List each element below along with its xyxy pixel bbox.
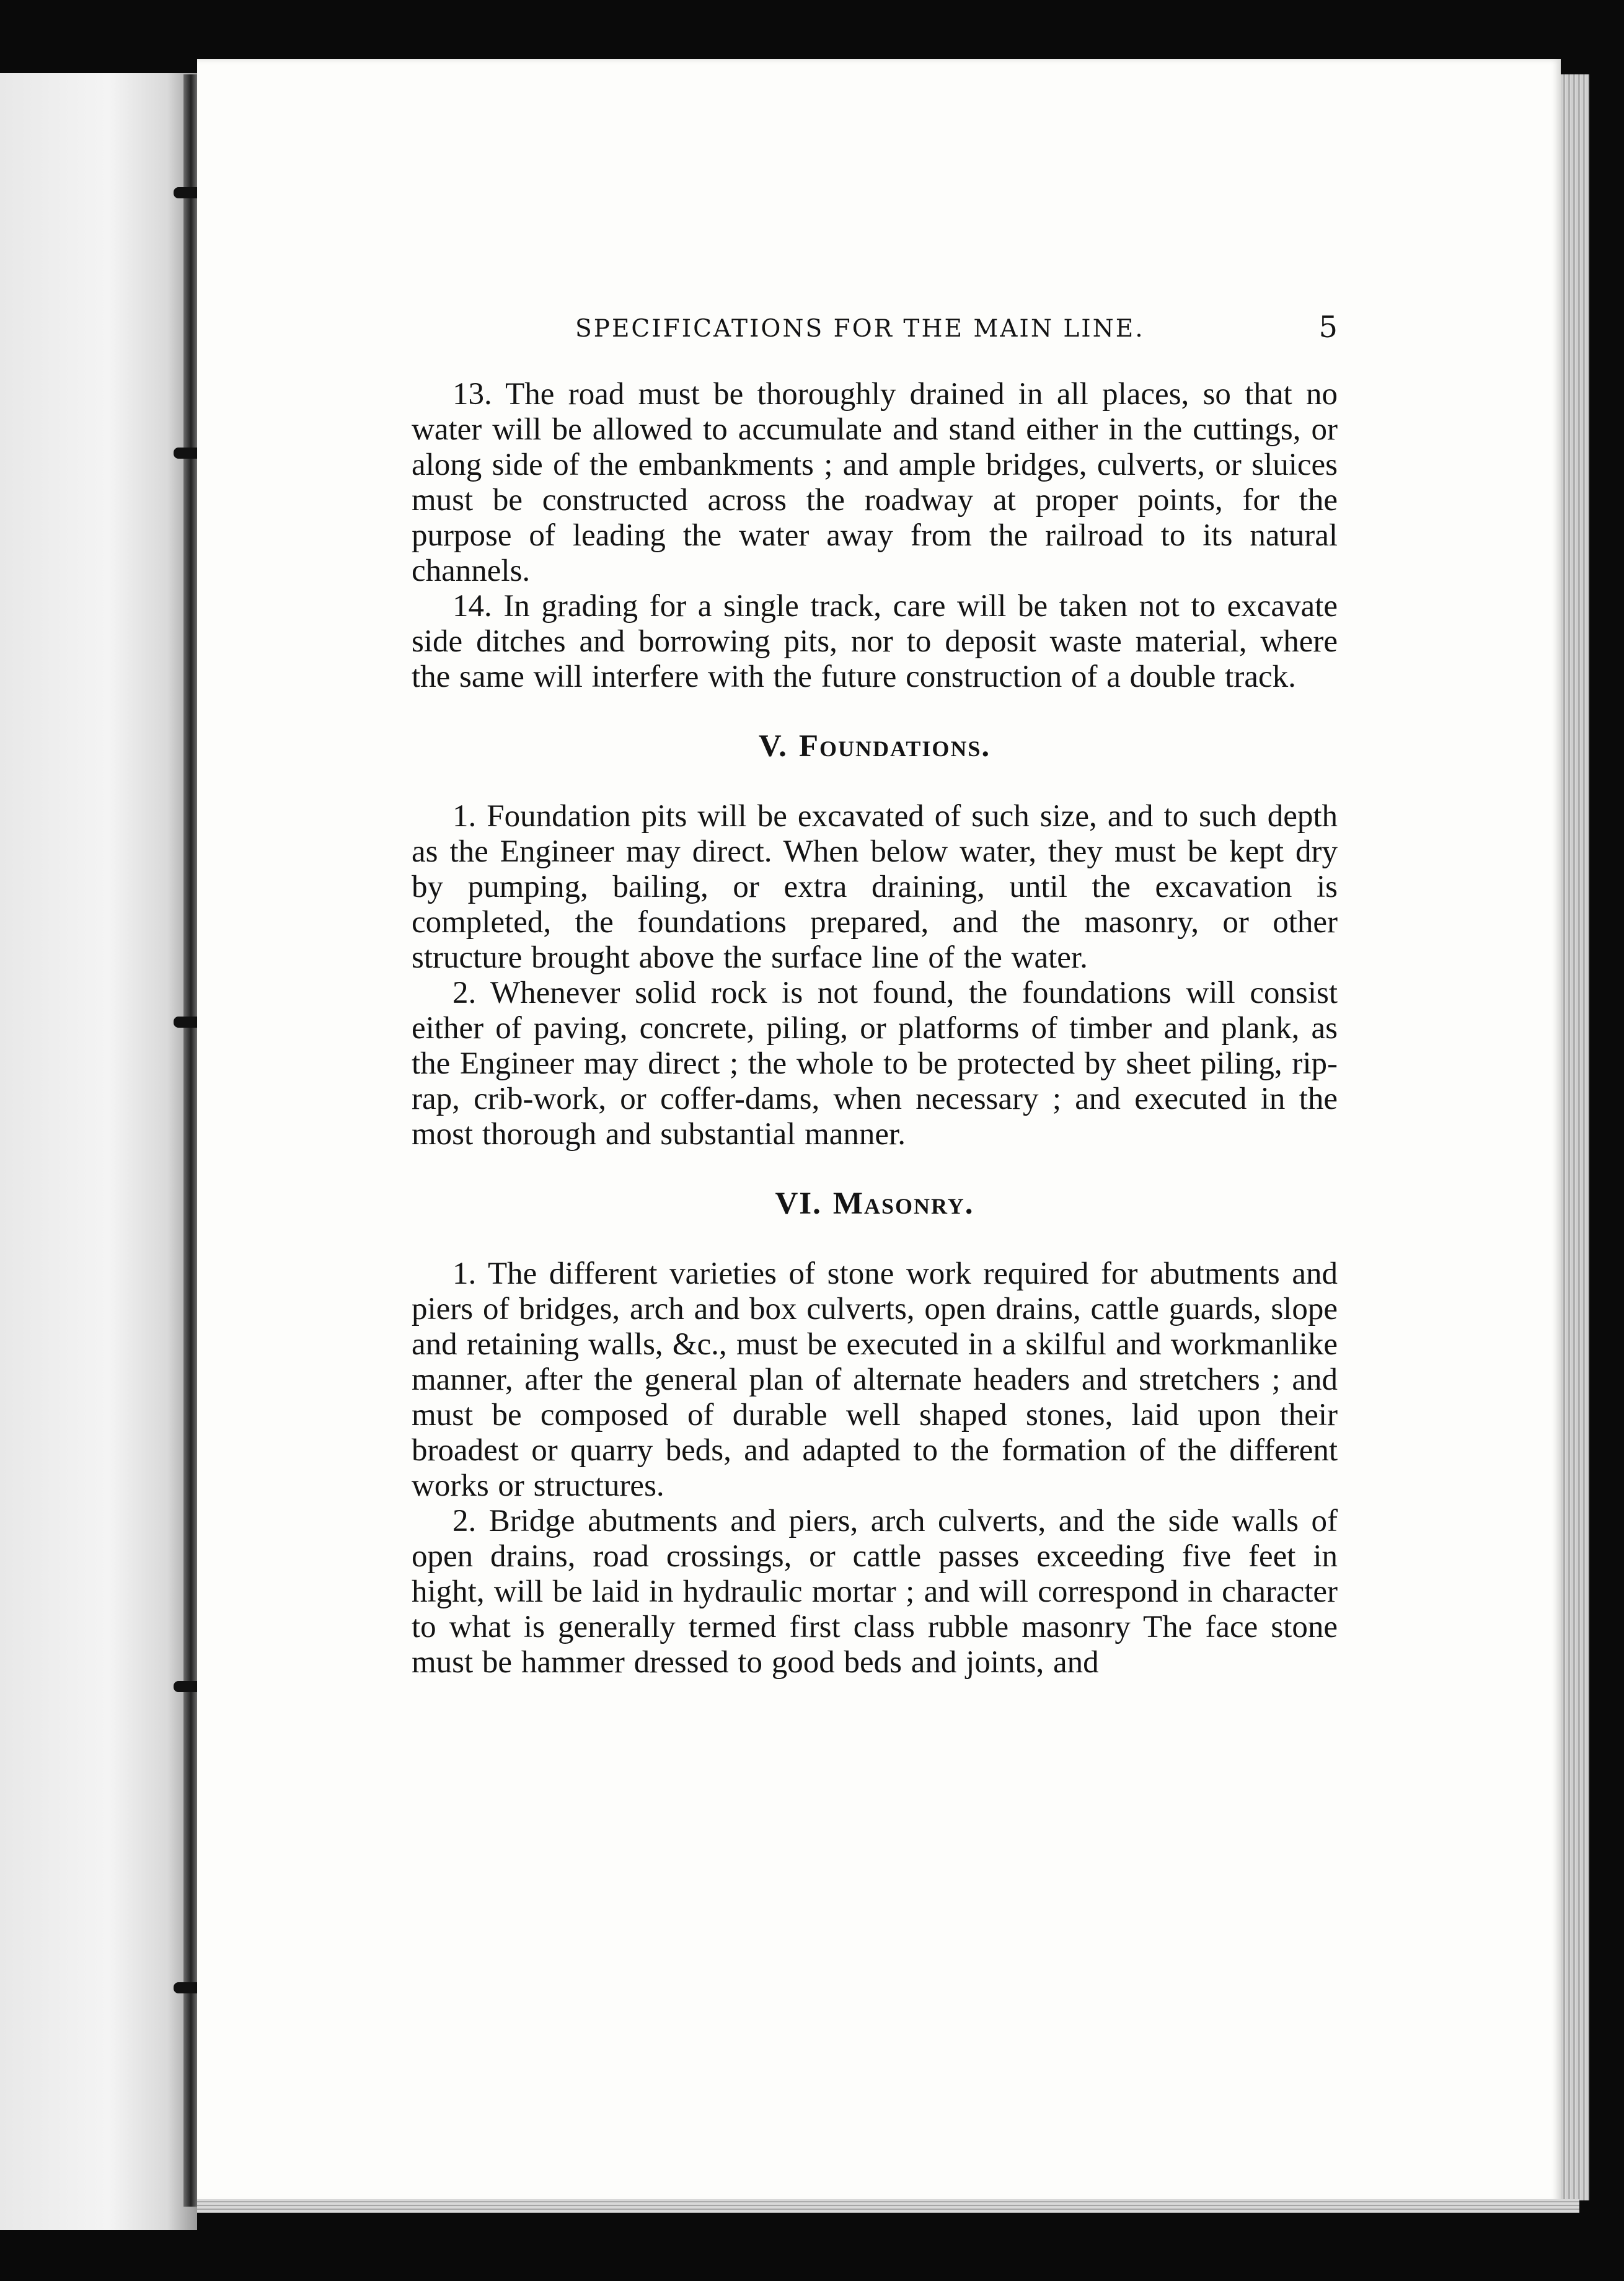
section-heading-vi [412, 1186, 1338, 1222]
running-title: SPECIFICATIONS FOR THE MAIN LINE. [575, 315, 1145, 343]
book-gutter [183, 74, 198, 2207]
page-bottom-edge [197, 2199, 1579, 2213]
paragraph: 1. The different varieties of stone work required for abutments and piers of bridges, arch and box culverts, open drains, cattle guards, slope and retaining walls, &c., must be executed in a skilful and workmanlike manner, after the general plan of alternate headers and stretchers ; and must be composed of durable well shaped stones, laid upon their broadest or quarry beds, and adapted to the formation of the different works or structures. [412, 1256, 1338, 1503]
page-number: 5 [1318, 310, 1338, 345]
paragraph: 1. Foundation pits will be excavated of such size, and to such depth as the Engineer may direct. When below water, they must be kept dry by pumping, bailing, or extra draining, until the excavation is completed, the foundations prepared, and the masonry, or other structure brought above the surface line of the water. [412, 799, 1338, 975]
paragraph: 2. Bridge abutments and piers, arch culverts, and the side walls of open drains, road crossings, or cattle passes exceeding five feet in hight, will be laid in hydraulic mortar ; and will correspond in character to what is generally termed first class rubble masonry The face stone must be hammer dressed to good beds and joints, and [412, 1504, 1338, 1680]
section-title: Foundations. [798, 729, 991, 764]
page-fore-edge [1561, 74, 1589, 2200]
paragraph: 14. In grading for a single track, care will be taken not to excavate side ditches and borrowing pits, nor to deposit waste material, where the same will interfere with the future construction of a double track. [412, 589, 1338, 694]
running-head [414, 310, 1338, 347]
body-text [412, 377, 1338, 1680]
paragraph: 13. The road must be thoroughly drained in all places, so that no water will be allowed to accumulate and stand either in the cuttings, or along side of the embankments ; and ample bridges, culverts, or sluices must be constructed across the roadway at proper points, for the purpose of leading the water away from the railroad to its natural channels. [412, 377, 1338, 588]
section-title: Masonry. [832, 1186, 974, 1221]
section-number: V. [758, 729, 788, 764]
section-heading-v [412, 729, 1338, 764]
section-number: VI. [775, 1186, 822, 1221]
facing-blank-page [0, 73, 197, 2230]
paragraph: 2. Whenever solid rock is not found, the foundations will consist either of paving, concrete, piling, or platforms of timber and plank, as the Engineer may direct ; the whole to be protected by sheet piling, rip-rap, crib-work, or coffer-dams, when necessary ; and executed in the most thorough and substantial manner. [412, 976, 1338, 1152]
